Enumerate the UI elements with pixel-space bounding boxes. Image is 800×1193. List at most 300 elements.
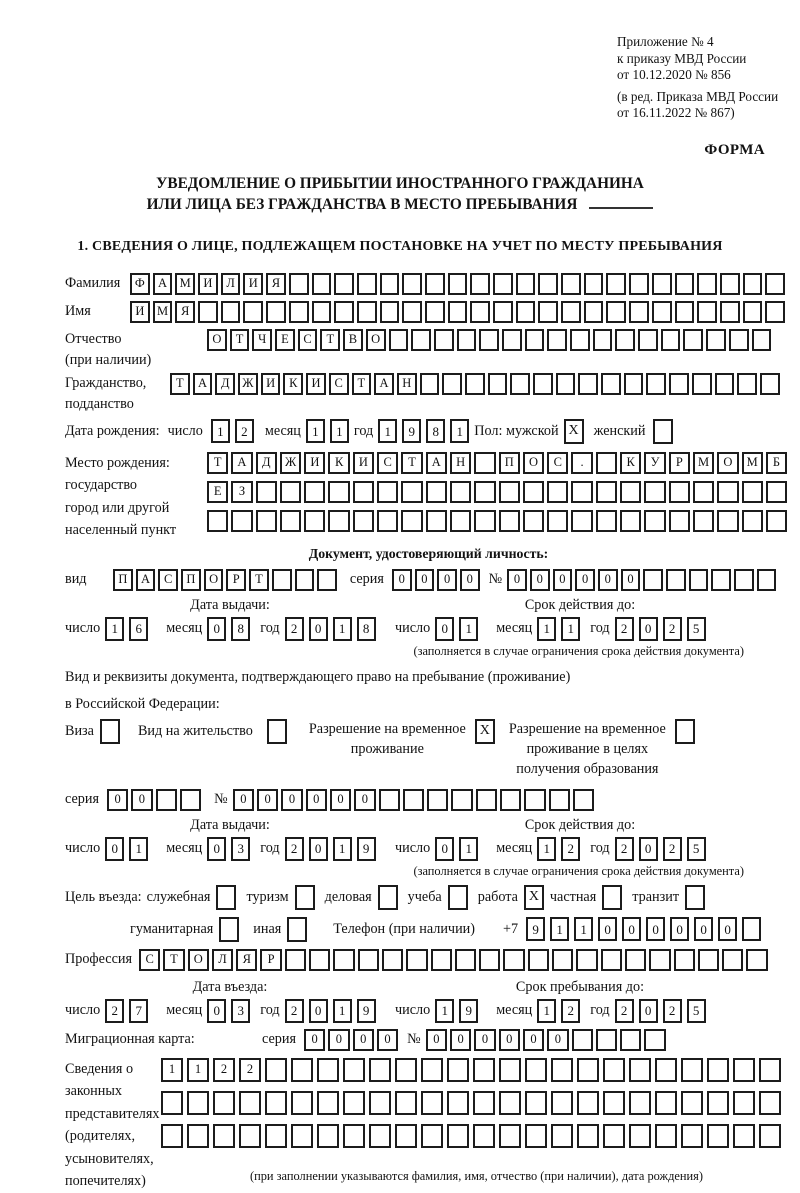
char-cell[interactable] <box>681 1058 703 1082</box>
char-cell[interactable] <box>538 273 558 295</box>
char-cell[interactable] <box>479 329 499 351</box>
char-cell[interactable]: О <box>366 329 386 351</box>
char-cell[interactable]: 8 <box>231 617 250 641</box>
char-cell[interactable] <box>729 329 749 351</box>
char-cell[interactable] <box>470 273 490 295</box>
char-cell[interactable] <box>256 481 277 503</box>
char-cell[interactable]: 1 <box>574 917 593 941</box>
char-cell[interactable] <box>681 1091 703 1115</box>
char-cell[interactable] <box>601 373 621 395</box>
char-cell[interactable] <box>669 481 690 503</box>
char-cell[interactable] <box>425 301 445 323</box>
char-cell[interactable] <box>231 510 252 532</box>
char-cell[interactable] <box>547 329 567 351</box>
char-cell[interactable] <box>455 949 476 971</box>
char-cell[interactable]: 2 <box>615 617 634 641</box>
char-cell[interactable] <box>720 273 740 295</box>
char-cell[interactable]: И <box>261 373 281 395</box>
char-cell[interactable]: 2 <box>663 617 682 641</box>
char-cell[interactable]: Ф <box>130 273 150 295</box>
char-cell[interactable]: 0 <box>107 789 128 811</box>
char-cell[interactable] <box>715 373 735 395</box>
char-cell[interactable] <box>425 273 445 295</box>
char-cell[interactable]: П <box>113 569 133 591</box>
char-cell[interactable] <box>693 481 714 503</box>
char-cell[interactable] <box>379 789 400 811</box>
char-cell[interactable]: М <box>742 452 763 474</box>
char-cell[interactable] <box>720 301 740 323</box>
char-cell[interactable]: О <box>204 569 224 591</box>
purpose-business-checkbox[interactable] <box>216 885 236 910</box>
visa-checkbox[interactable] <box>100 719 120 744</box>
char-cell[interactable] <box>474 481 495 503</box>
char-cell[interactable] <box>596 452 617 474</box>
char-cell[interactable] <box>265 1091 287 1115</box>
char-cell[interactable] <box>369 1124 391 1148</box>
char-cell[interactable] <box>304 510 325 532</box>
char-cell[interactable] <box>406 949 427 971</box>
char-cell[interactable]: О <box>717 452 738 474</box>
char-cell[interactable] <box>528 949 549 971</box>
char-cell[interactable] <box>697 301 717 323</box>
char-cell[interactable] <box>525 1124 547 1148</box>
char-cell[interactable]: Т <box>230 329 250 351</box>
char-cell[interactable]: Т <box>207 452 228 474</box>
char-cell[interactable] <box>499 1058 521 1082</box>
char-cell[interactable] <box>312 273 332 295</box>
char-cell[interactable]: 1 <box>378 419 397 443</box>
char-cell[interactable] <box>450 481 471 503</box>
char-cell[interactable] <box>577 1058 599 1082</box>
char-cell[interactable]: Н <box>397 373 417 395</box>
char-cell[interactable] <box>629 1058 651 1082</box>
char-cell[interactable] <box>743 301 763 323</box>
char-cell[interactable] <box>549 789 570 811</box>
char-cell[interactable]: 2 <box>663 837 682 861</box>
char-cell[interactable] <box>304 481 325 503</box>
char-cell[interactable] <box>421 1058 443 1082</box>
char-cell[interactable] <box>420 373 440 395</box>
char-cell[interactable]: 5 <box>687 999 706 1023</box>
char-cell[interactable] <box>334 273 354 295</box>
char-cell[interactable] <box>187 1124 209 1148</box>
char-cell[interactable] <box>552 949 573 971</box>
char-cell[interactable]: Я <box>236 949 257 971</box>
char-cell[interactable] <box>603 1124 625 1148</box>
char-cell[interactable]: Р <box>260 949 281 971</box>
char-cell[interactable] <box>403 789 424 811</box>
char-cell[interactable]: 0 <box>435 837 454 861</box>
char-cell[interactable]: К <box>328 452 349 474</box>
char-cell[interactable] <box>328 481 349 503</box>
char-cell[interactable] <box>760 373 780 395</box>
char-cell[interactable] <box>499 1124 521 1148</box>
char-cell[interactable] <box>395 1091 417 1115</box>
char-cell[interactable] <box>596 510 617 532</box>
char-cell[interactable] <box>644 1029 665 1051</box>
char-cell[interactable] <box>742 510 763 532</box>
char-cell[interactable] <box>629 273 649 295</box>
char-cell[interactable] <box>551 1124 573 1148</box>
char-cell[interactable]: 3 <box>231 999 250 1023</box>
char-cell[interactable] <box>649 949 670 971</box>
char-cell[interactable]: Т <box>249 569 269 591</box>
char-cell[interactable] <box>698 949 719 971</box>
char-cell[interactable] <box>693 510 714 532</box>
char-cell[interactable] <box>221 301 241 323</box>
char-cell[interactable]: 2 <box>615 837 634 861</box>
char-cell[interactable]: 1 <box>459 617 478 641</box>
char-cell[interactable] <box>766 481 787 503</box>
char-cell[interactable] <box>369 1058 391 1082</box>
char-cell[interactable]: У <box>644 452 665 474</box>
char-cell[interactable]: 7 <box>129 999 148 1023</box>
char-cell[interactable] <box>333 949 354 971</box>
char-cell[interactable] <box>655 1124 677 1148</box>
char-cell[interactable] <box>380 273 400 295</box>
char-cell[interactable] <box>759 1124 781 1148</box>
char-cell[interactable] <box>457 329 477 351</box>
char-cell[interactable] <box>669 373 689 395</box>
char-cell[interactable] <box>295 569 315 591</box>
char-cell[interactable] <box>447 1058 469 1082</box>
char-cell[interactable]: Т <box>320 329 340 351</box>
char-cell[interactable]: Я <box>175 301 195 323</box>
char-cell[interactable] <box>742 481 763 503</box>
char-cell[interactable]: Е <box>275 329 295 351</box>
char-cell[interactable]: 2 <box>561 837 580 861</box>
char-cell[interactable]: 2 <box>561 999 580 1023</box>
char-cell[interactable] <box>629 301 649 323</box>
char-cell[interactable] <box>561 273 581 295</box>
char-cell[interactable]: 8 <box>426 419 445 443</box>
char-cell[interactable]: 0 <box>622 917 641 941</box>
char-cell[interactable] <box>317 1091 339 1115</box>
char-cell[interactable] <box>523 510 544 532</box>
char-cell[interactable]: Т <box>163 949 184 971</box>
char-cell[interactable] <box>629 1124 651 1148</box>
char-cell[interactable]: А <box>231 452 252 474</box>
char-cell[interactable] <box>426 510 447 532</box>
char-cell[interactable] <box>675 273 695 295</box>
char-cell[interactable] <box>343 1091 365 1115</box>
char-cell[interactable] <box>675 301 695 323</box>
char-cell[interactable] <box>317 1058 339 1082</box>
char-cell[interactable]: 0 <box>131 789 152 811</box>
char-cell[interactable] <box>473 1124 495 1148</box>
char-cell[interactable] <box>759 1091 781 1115</box>
char-cell[interactable]: 1 <box>537 617 556 641</box>
char-cell[interactable]: А <box>136 569 156 591</box>
char-cell[interactable] <box>357 273 377 295</box>
char-cell[interactable] <box>620 1029 641 1051</box>
char-cell[interactable] <box>666 569 686 591</box>
char-cell[interactable]: 5 <box>687 837 706 861</box>
purpose-other-checkbox[interactable] <box>287 917 307 942</box>
sex-male-checkbox[interactable]: X <box>564 419 584 444</box>
char-cell[interactable] <box>707 1124 729 1148</box>
char-cell[interactable]: 1 <box>459 837 478 861</box>
char-cell[interactable]: Ч <box>252 329 272 351</box>
char-cell[interactable] <box>533 373 553 395</box>
char-cell[interactable]: 2 <box>285 617 304 641</box>
char-cell[interactable] <box>426 481 447 503</box>
char-cell[interactable] <box>759 1058 781 1082</box>
temp-residence-checkbox[interactable]: X <box>475 719 495 744</box>
char-cell[interactable] <box>722 949 743 971</box>
char-cell[interactable] <box>620 510 641 532</box>
char-cell[interactable]: Ж <box>280 452 301 474</box>
char-cell[interactable]: К <box>283 373 303 395</box>
char-cell[interactable] <box>669 510 690 532</box>
char-cell[interactable] <box>733 1091 755 1115</box>
char-cell[interactable] <box>525 1058 547 1082</box>
char-cell[interactable] <box>572 1029 593 1051</box>
char-cell[interactable] <box>746 949 767 971</box>
char-cell[interactable]: С <box>377 452 398 474</box>
char-cell[interactable] <box>516 301 536 323</box>
char-cell[interactable]: 2 <box>663 999 682 1023</box>
char-cell[interactable] <box>596 481 617 503</box>
char-cell[interactable]: 0 <box>621 569 641 591</box>
char-cell[interactable] <box>156 789 177 811</box>
char-cell[interactable] <box>625 949 646 971</box>
char-cell[interactable] <box>644 510 665 532</box>
char-cell[interactable] <box>523 481 544 503</box>
char-cell[interactable] <box>421 1091 443 1115</box>
char-cell[interactable]: Л <box>212 949 233 971</box>
char-cell[interactable]: 0 <box>309 837 328 861</box>
char-cell[interactable] <box>655 1058 677 1082</box>
char-cell[interactable]: 2 <box>105 999 124 1023</box>
char-cell[interactable] <box>643 569 663 591</box>
char-cell[interactable] <box>737 373 757 395</box>
char-cell[interactable]: 0 <box>304 1029 325 1051</box>
char-cell[interactable]: 1 <box>333 617 352 641</box>
char-cell[interactable]: Т <box>352 373 372 395</box>
char-cell[interactable] <box>207 510 228 532</box>
char-cell[interactable] <box>717 481 738 503</box>
char-cell[interactable] <box>573 789 594 811</box>
char-cell[interactable] <box>198 301 218 323</box>
char-cell[interactable] <box>474 452 495 474</box>
char-cell[interactable]: 0 <box>499 1029 520 1051</box>
char-cell[interactable] <box>646 373 666 395</box>
char-cell[interactable] <box>280 510 301 532</box>
char-cell[interactable] <box>765 301 785 323</box>
char-cell[interactable]: И <box>130 301 150 323</box>
char-cell[interactable] <box>291 1091 313 1115</box>
char-cell[interactable]: 1 <box>105 617 124 641</box>
char-cell[interactable] <box>474 510 495 532</box>
char-cell[interactable] <box>577 1124 599 1148</box>
purpose-transit-checkbox[interactable] <box>685 885 705 910</box>
char-cell[interactable] <box>525 329 545 351</box>
char-cell[interactable] <box>239 1091 261 1115</box>
char-cell[interactable]: 1 <box>187 1058 209 1082</box>
char-cell[interactable] <box>377 510 398 532</box>
char-cell[interactable]: 0 <box>639 837 658 861</box>
char-cell[interactable]: 2 <box>285 999 304 1023</box>
char-cell[interactable]: 0 <box>328 1029 349 1051</box>
char-cell[interactable] <box>280 481 301 503</box>
char-cell[interactable]: 0 <box>460 569 480 591</box>
char-cell[interactable]: Е <box>207 481 228 503</box>
char-cell[interactable]: 2 <box>285 837 304 861</box>
char-cell[interactable] <box>357 301 377 323</box>
char-cell[interactable] <box>473 1091 495 1115</box>
char-cell[interactable] <box>470 301 490 323</box>
char-cell[interactable]: С <box>329 373 349 395</box>
char-cell[interactable] <box>499 510 520 532</box>
char-cell[interactable]: 9 <box>459 999 478 1023</box>
char-cell[interactable]: 0 <box>474 1029 495 1051</box>
char-cell[interactable] <box>448 301 468 323</box>
char-cell[interactable]: 9 <box>402 419 421 443</box>
char-cell[interactable]: 0 <box>553 569 573 591</box>
char-cell[interactable]: 0 <box>670 917 689 941</box>
char-cell[interactable] <box>652 301 672 323</box>
char-cell[interactable] <box>395 1058 417 1082</box>
char-cell[interactable]: Л <box>221 273 241 295</box>
char-cell[interactable] <box>556 373 576 395</box>
char-cell[interactable] <box>380 301 400 323</box>
char-cell[interactable] <box>601 949 622 971</box>
purpose-private-checkbox[interactable] <box>602 885 622 910</box>
char-cell[interactable]: 0 <box>105 837 124 861</box>
char-cell[interactable]: А <box>193 373 213 395</box>
char-cell[interactable]: И <box>243 273 263 295</box>
char-cell[interactable] <box>584 301 604 323</box>
char-cell[interactable] <box>473 1058 495 1082</box>
char-cell[interactable] <box>766 510 787 532</box>
char-cell[interactable] <box>620 481 641 503</box>
char-cell[interactable]: Т <box>401 452 422 474</box>
char-cell[interactable]: 1 <box>333 999 352 1023</box>
char-cell[interactable] <box>652 273 672 295</box>
char-cell[interactable] <box>603 1058 625 1082</box>
char-cell[interactable]: 0 <box>639 617 658 641</box>
char-cell[interactable] <box>289 273 309 295</box>
char-cell[interactable]: 8 <box>357 617 376 641</box>
char-cell[interactable]: 1 <box>435 999 454 1023</box>
char-cell[interactable]: 0 <box>598 569 618 591</box>
char-cell[interactable]: М <box>153 301 173 323</box>
char-cell[interactable] <box>291 1058 313 1082</box>
char-cell[interactable] <box>615 329 635 351</box>
char-cell[interactable]: Я <box>266 273 286 295</box>
char-cell[interactable] <box>272 569 292 591</box>
char-cell[interactable]: 1 <box>330 419 349 443</box>
char-cell[interactable] <box>447 1124 469 1148</box>
char-cell[interactable]: 0 <box>392 569 412 591</box>
char-cell[interactable] <box>570 329 590 351</box>
char-cell[interactable] <box>285 949 306 971</box>
char-cell[interactable]: 0 <box>547 1029 568 1051</box>
purpose-study-checkbox[interactable] <box>448 885 468 910</box>
char-cell[interactable] <box>629 1091 651 1115</box>
char-cell[interactable] <box>353 481 374 503</box>
char-cell[interactable] <box>243 301 263 323</box>
char-cell[interactable] <box>584 273 604 295</box>
char-cell[interactable]: П <box>181 569 201 591</box>
char-cell[interactable]: 0 <box>450 1029 471 1051</box>
char-cell[interactable] <box>256 510 277 532</box>
char-cell[interactable] <box>578 373 598 395</box>
char-cell[interactable]: О <box>207 329 227 351</box>
char-cell[interactable] <box>655 1091 677 1115</box>
char-cell[interactable] <box>717 510 738 532</box>
char-cell[interactable]: 1 <box>561 617 580 641</box>
char-cell[interactable]: 2 <box>213 1058 235 1082</box>
char-cell[interactable] <box>411 329 431 351</box>
char-cell[interactable] <box>465 373 485 395</box>
char-cell[interactable] <box>334 301 354 323</box>
char-cell[interactable]: Р <box>669 452 690 474</box>
char-cell[interactable] <box>674 949 695 971</box>
char-cell[interactable]: 0 <box>353 1029 374 1051</box>
char-cell[interactable] <box>689 569 709 591</box>
char-cell[interactable] <box>421 1124 443 1148</box>
char-cell[interactable] <box>510 373 530 395</box>
char-cell[interactable] <box>369 1091 391 1115</box>
char-cell[interactable] <box>451 789 472 811</box>
char-cell[interactable]: 0 <box>426 1029 447 1051</box>
char-cell[interactable]: М <box>693 452 714 474</box>
char-cell[interactable] <box>402 301 422 323</box>
char-cell[interactable] <box>516 273 536 295</box>
char-cell[interactable] <box>180 789 201 811</box>
char-cell[interactable]: 0 <box>435 617 454 641</box>
char-cell[interactable] <box>551 1091 573 1115</box>
char-cell[interactable]: 1 <box>537 837 556 861</box>
char-cell[interactable] <box>377 481 398 503</box>
char-cell[interactable] <box>447 1091 469 1115</box>
char-cell[interactable]: 0 <box>207 837 226 861</box>
char-cell[interactable]: Б <box>766 452 787 474</box>
char-cell[interactable] <box>502 329 522 351</box>
char-cell[interactable] <box>551 1058 573 1082</box>
char-cell[interactable]: А <box>153 273 173 295</box>
char-cell[interactable] <box>401 510 422 532</box>
char-cell[interactable]: Т <box>170 373 190 395</box>
char-cell[interactable]: К <box>620 452 641 474</box>
char-cell[interactable] <box>525 1091 547 1115</box>
char-cell[interactable] <box>442 373 462 395</box>
char-cell[interactable]: 0 <box>354 789 375 811</box>
char-cell[interactable] <box>291 1124 313 1148</box>
char-cell[interactable] <box>706 329 726 351</box>
char-cell[interactable] <box>606 301 626 323</box>
char-cell[interactable]: 0 <box>207 999 226 1023</box>
char-cell[interactable] <box>638 329 658 351</box>
char-cell[interactable] <box>401 481 422 503</box>
char-cell[interactable]: 1 <box>537 999 556 1023</box>
char-cell[interactable]: 9 <box>526 917 545 941</box>
char-cell[interactable]: 0 <box>718 917 737 941</box>
char-cell[interactable] <box>571 481 592 503</box>
char-cell[interactable] <box>500 789 521 811</box>
char-cell[interactable] <box>503 949 524 971</box>
char-cell[interactable]: 0 <box>257 789 278 811</box>
char-cell[interactable]: 1 <box>550 917 569 941</box>
char-cell[interactable]: М <box>175 273 195 295</box>
char-cell[interactable] <box>161 1091 183 1115</box>
char-cell[interactable]: 0 <box>377 1029 398 1051</box>
char-cell[interactable] <box>402 273 422 295</box>
char-cell[interactable]: 0 <box>694 917 713 941</box>
char-cell[interactable] <box>734 569 754 591</box>
